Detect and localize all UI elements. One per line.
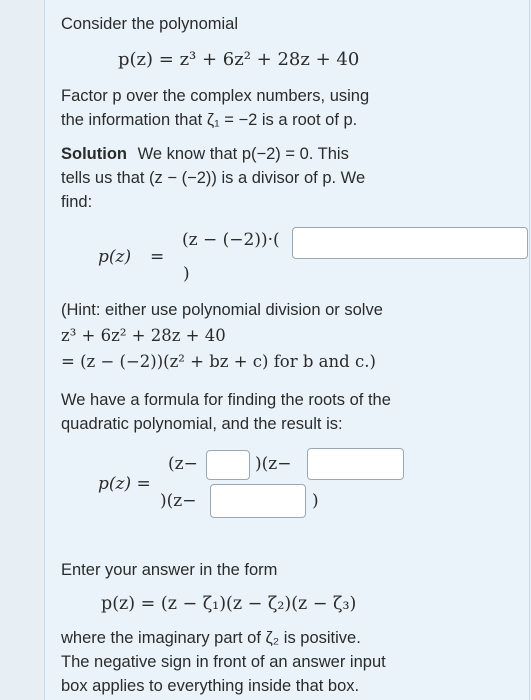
hint-line-3: = (z − (−2))(z² + bz + c) for b and c.) xyxy=(61,352,376,371)
instructions-line-1: Enter your answer in the form xyxy=(61,561,278,579)
eq2-lhs: p(z) = xyxy=(98,474,151,494)
eq2-mid: )(z− xyxy=(255,454,292,474)
root-3-input[interactable] xyxy=(210,484,306,518)
instructions-line-4: The negative sign in front of an answer input xyxy=(61,653,386,671)
solution-line-2: tells us that (z − (−2)) is a divisor of p. We xyxy=(61,169,366,187)
solution-label: Solution xyxy=(61,145,127,163)
eq2-open-1: (z− xyxy=(168,454,198,474)
hint-line-2: z³ + 6z² + 28z + 40 xyxy=(61,326,226,345)
solution-line-3: find: xyxy=(61,193,93,211)
eq1-close-paren: ) xyxy=(183,264,190,284)
task-line-1: Factor p over the complex numbers, using xyxy=(61,87,370,105)
instructions-formula: p(z) = (z − ζ₁)(z − ζ₂)(z − ζ₃) xyxy=(101,594,357,614)
instructions-line-3: where the imaginary part of ζ₂ is positive. xyxy=(61,629,361,647)
quotient-input[interactable] xyxy=(292,227,528,259)
solution-line-1 xyxy=(61,142,349,166)
eq2-open-3: )(z− xyxy=(160,491,197,511)
solution-text: We know that p(−2) = 0. This xyxy=(137,145,349,163)
eq1-equals: = xyxy=(150,247,165,267)
formula-line-1: We have a formula for finding the roots of the xyxy=(61,391,391,409)
root-2-input[interactable] xyxy=(206,450,250,480)
task-line-2: the information that ζ₁ = −2 is a root of p. xyxy=(61,111,358,129)
intro-text: Consider the polynomial xyxy=(61,15,239,33)
root-2-imag-input[interactable] xyxy=(307,448,404,480)
instructions-line-5: box applies to everything inside that box. xyxy=(61,677,360,695)
formula-line-2: quadratic polynomial, and the result is: xyxy=(61,415,343,433)
eq1-factor: (z − (−2))·( xyxy=(182,230,280,250)
hint-line-1: (Hint: either use polynomial division or solve xyxy=(61,301,383,319)
eq1-lhs: p(z) xyxy=(98,247,132,267)
eq2-close-paren: ) xyxy=(312,491,319,511)
polynomial-display: p(z) = z³ + 6z² + 28z + 40 xyxy=(118,49,360,70)
